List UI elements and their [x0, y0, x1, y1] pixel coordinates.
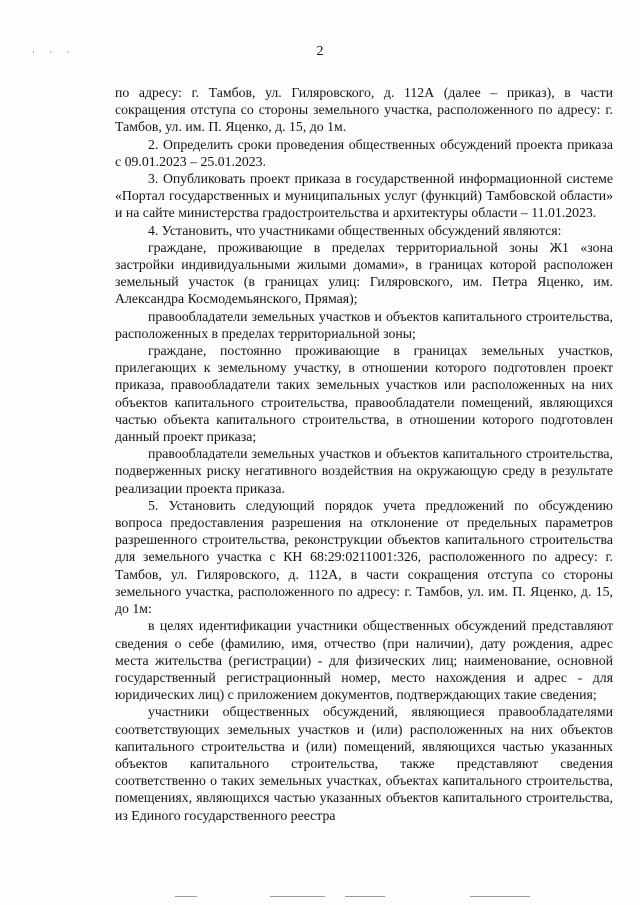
- scan-bottom-edge: [0, 894, 640, 900]
- paragraph-rightholders: участники общественных обсуждений, являющиеся правообладателями соответствующих земельных участков и (или) расположенных на них объектов капитального строительства и (или) помещений, являющихся частью указанных объектов капитального строительства, также представляют сведения соответственно о таких земельных участках, объектах капитального строительства, помещениях, являющихся частью указанных объектов капитального строительства, из Единого государственного реестра: [115, 704, 613, 823]
- page-number: 2: [316, 44, 324, 59]
- paragraph-participants-adjacent: граждане, постоянно проживающие в границах земельных участков, прилегающих к земельному участку, в отношении которого подготовлен проект приказа, правообладатели таких земельных участков или расположенных на них объектов капитального строительства, правообладатели помещений, являющихся частью объекта капитального строительства, в отношении которого подготовлен данный проект приказа;: [115, 343, 613, 445]
- paragraph-item-4: 4. Установить, что участниками общественных обсуждений являются:: [148, 222, 562, 238]
- paragraph-continuation: по адресу: г. Тамбов, ул. Гиляровского, д. 112А (далее – приказ), в части сокращения отступа со стороны земельного участка, расположенного по адресу: г. Тамбов, ул. им. П. Яценко, д. 15, до 1м.: [115, 85, 613, 135]
- paragraph-item-5: 5. Установить следующий порядок учета предложений по обсуждению вопроса предоставления разрешения на отклонение от предельных параметров разрешенного строительства, реконструкции объектов капитального строительства для земельного участка с КН 68:29:0211001:326, расположенного по адресу: г. Тамбов, ул. Гиляровского, д. 112А, в части сокращения отступа со стороны земельного участка, расположенного по адресу: г. Тамбов, ул. им. П. Яценко, д. 15, до 1м:: [115, 497, 613, 617]
- scan-corner-marks: · · ·: [32, 47, 76, 57]
- paragraph-participants-residents: граждане, проживающие в пределах территориальной зоны Ж1 «зона застройки индивидуальными жилыми домами», в границах которой расположен земельный участок (в границах улиц: Гиляровского, им. Петра Яценко, им. Александра Космодемьянского, Прямая);: [115, 239, 613, 307]
- document-body: [115, 84, 613, 824]
- paragraph-item-2: 2. Определить сроки проведения общественных обсуждений проекта приказа с 09.01.2023 – 25.01.2023.: [115, 136, 613, 169]
- paragraph-identification: в целях идентификации участники общественных обсуждений представляют сведения о себе (фамилию, имя, отчество (при наличии), дату рождения, адрес места жительства (регистрации) - для физических лиц; наименование, основной государственный регистрационный номер, место нахождения и адрес - для юридических лиц) с приложением документов, подтверждающих такие сведения;: [115, 618, 613, 703]
- paragraph-participants-owners: правообладатели земельных участков и объектов капитального строительства, расположенных в пределах территориальной зоны;: [115, 308, 613, 341]
- paragraph-participants-risk: правообладатели земельных участков и объектов капитального строительства, подверженных риску негативного воздействия на окружающую среду в результате реализации проекта приказа.: [115, 446, 613, 496]
- paragraph-item-3: 3. Опубликовать проект приказа в государственной информационной системе «Портал государственных и муниципальных услуг (функций) Тамбовской области» и на сайте министерства градостроительства и архитектуры области – 11.01.2023.: [115, 171, 613, 221]
